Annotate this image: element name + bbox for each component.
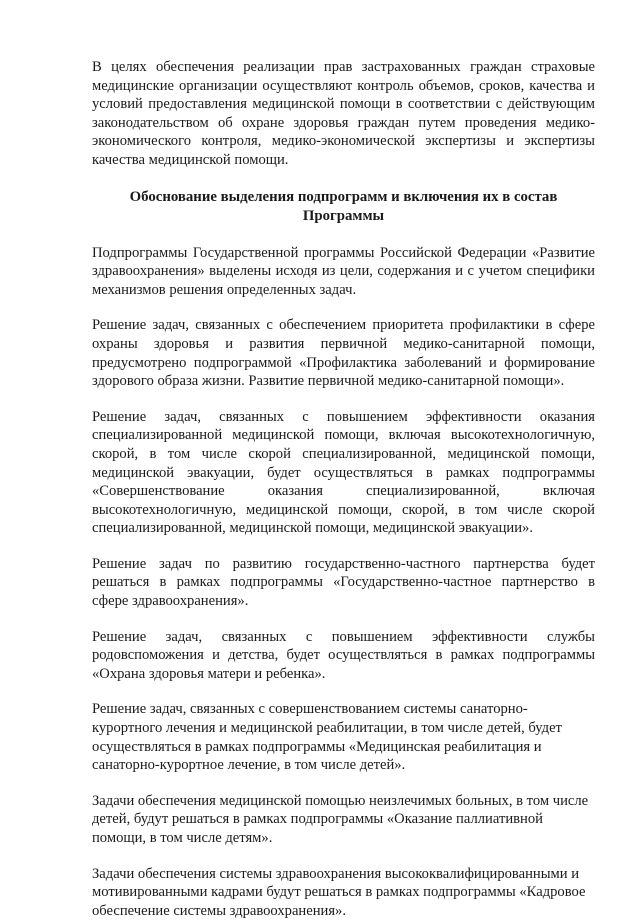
paragraph-public-private-partnership: Решение задач по развитию государственно-частного партнерства будет решаться в рамках подпрограммы «Государственно-частное партнерство в сфере здравоохранения». <box>92 555 595 610</box>
paragraph-personnel: Задачи обеспечения системы здравоохранения высококвалифицированными и мотивированными кадрами будут решаться в рамках подпрограммы «Кадровое обеспечение системы здравоохранения». <box>92 865 586 919</box>
paragraph-maternity-childhood: Решение задач, связанных с повышением эффективности службы родовспоможения и детства, будет осуществляться в рамках подпрограммы «Охрана здоровья матери и ребенка». <box>92 628 595 682</box>
paragraph-specialized-care: Решение задач, связанных с повышением эффективности оказания специализированной медицинской помощи, включая высокотехнологичную, скорой, в том числе скорой специализированной, медицинской помощи, медицинской эвакуации, будет осуществляться в рамках подпрограммы «Совершенствование оказания специализированной, включая высокотехнологичную, медицинской помощи, скорой, в том числе скорой специализированной, медицинской помощи, медицинской эвакуации». <box>92 408 595 537</box>
paragraph-rehabilitation: Решение задач, связанных с совершенствованием системы санаторно-курортного лечения и медицинской реабилитации, в том числе детей, будет осуществляться в рамках подпрограммы «Медицинская реабилитация и санаторно-курортное лечение, в том числе детей». <box>92 701 562 774</box>
paragraph-prevention: Решение задач, связанных с обеспечением приоритета профилактики в сфере охраны здоровья и развития первичной медико-санитарной помощи, предусмотрено подпрограммой «Профилактика заболеваний и формирование здорового образа жизни. Развитие первичной медико-санитарной помощи». <box>92 317 595 390</box>
document-page <box>92 58 595 920</box>
intro-paragraph: В целях обеспечения реализации прав застрахованных граждан страховые медицинские организации осуществляют контроль объемов, сроков, качества и условий предоставления медицинской помощи в соответствии с действующим законодательством об охране здоровья граждан путем проведения медико-экономического контроля, медико-экономической экспертизы и экспертизы качества медицинской помощи. <box>92 59 595 168</box>
paragraph-palliative-care: Задачи обеспечения медицинской помощью неизлечимых больных, в том числе детей, будут решаться в рамках подпрограммы «Оказание паллиативной помощи, в том числе детям». <box>92 792 589 846</box>
paragraph-subprograms-overview: Подпрограммы Государственной программы Российской Федерации «Развитие здравоохранения» выделены исходя из цели, содержания и с учетом специфики механизмов решения определенных задач. <box>92 244 595 298</box>
section-heading: Обоснование выделения подпрограмм и включения их в состав Программы <box>129 188 558 224</box>
